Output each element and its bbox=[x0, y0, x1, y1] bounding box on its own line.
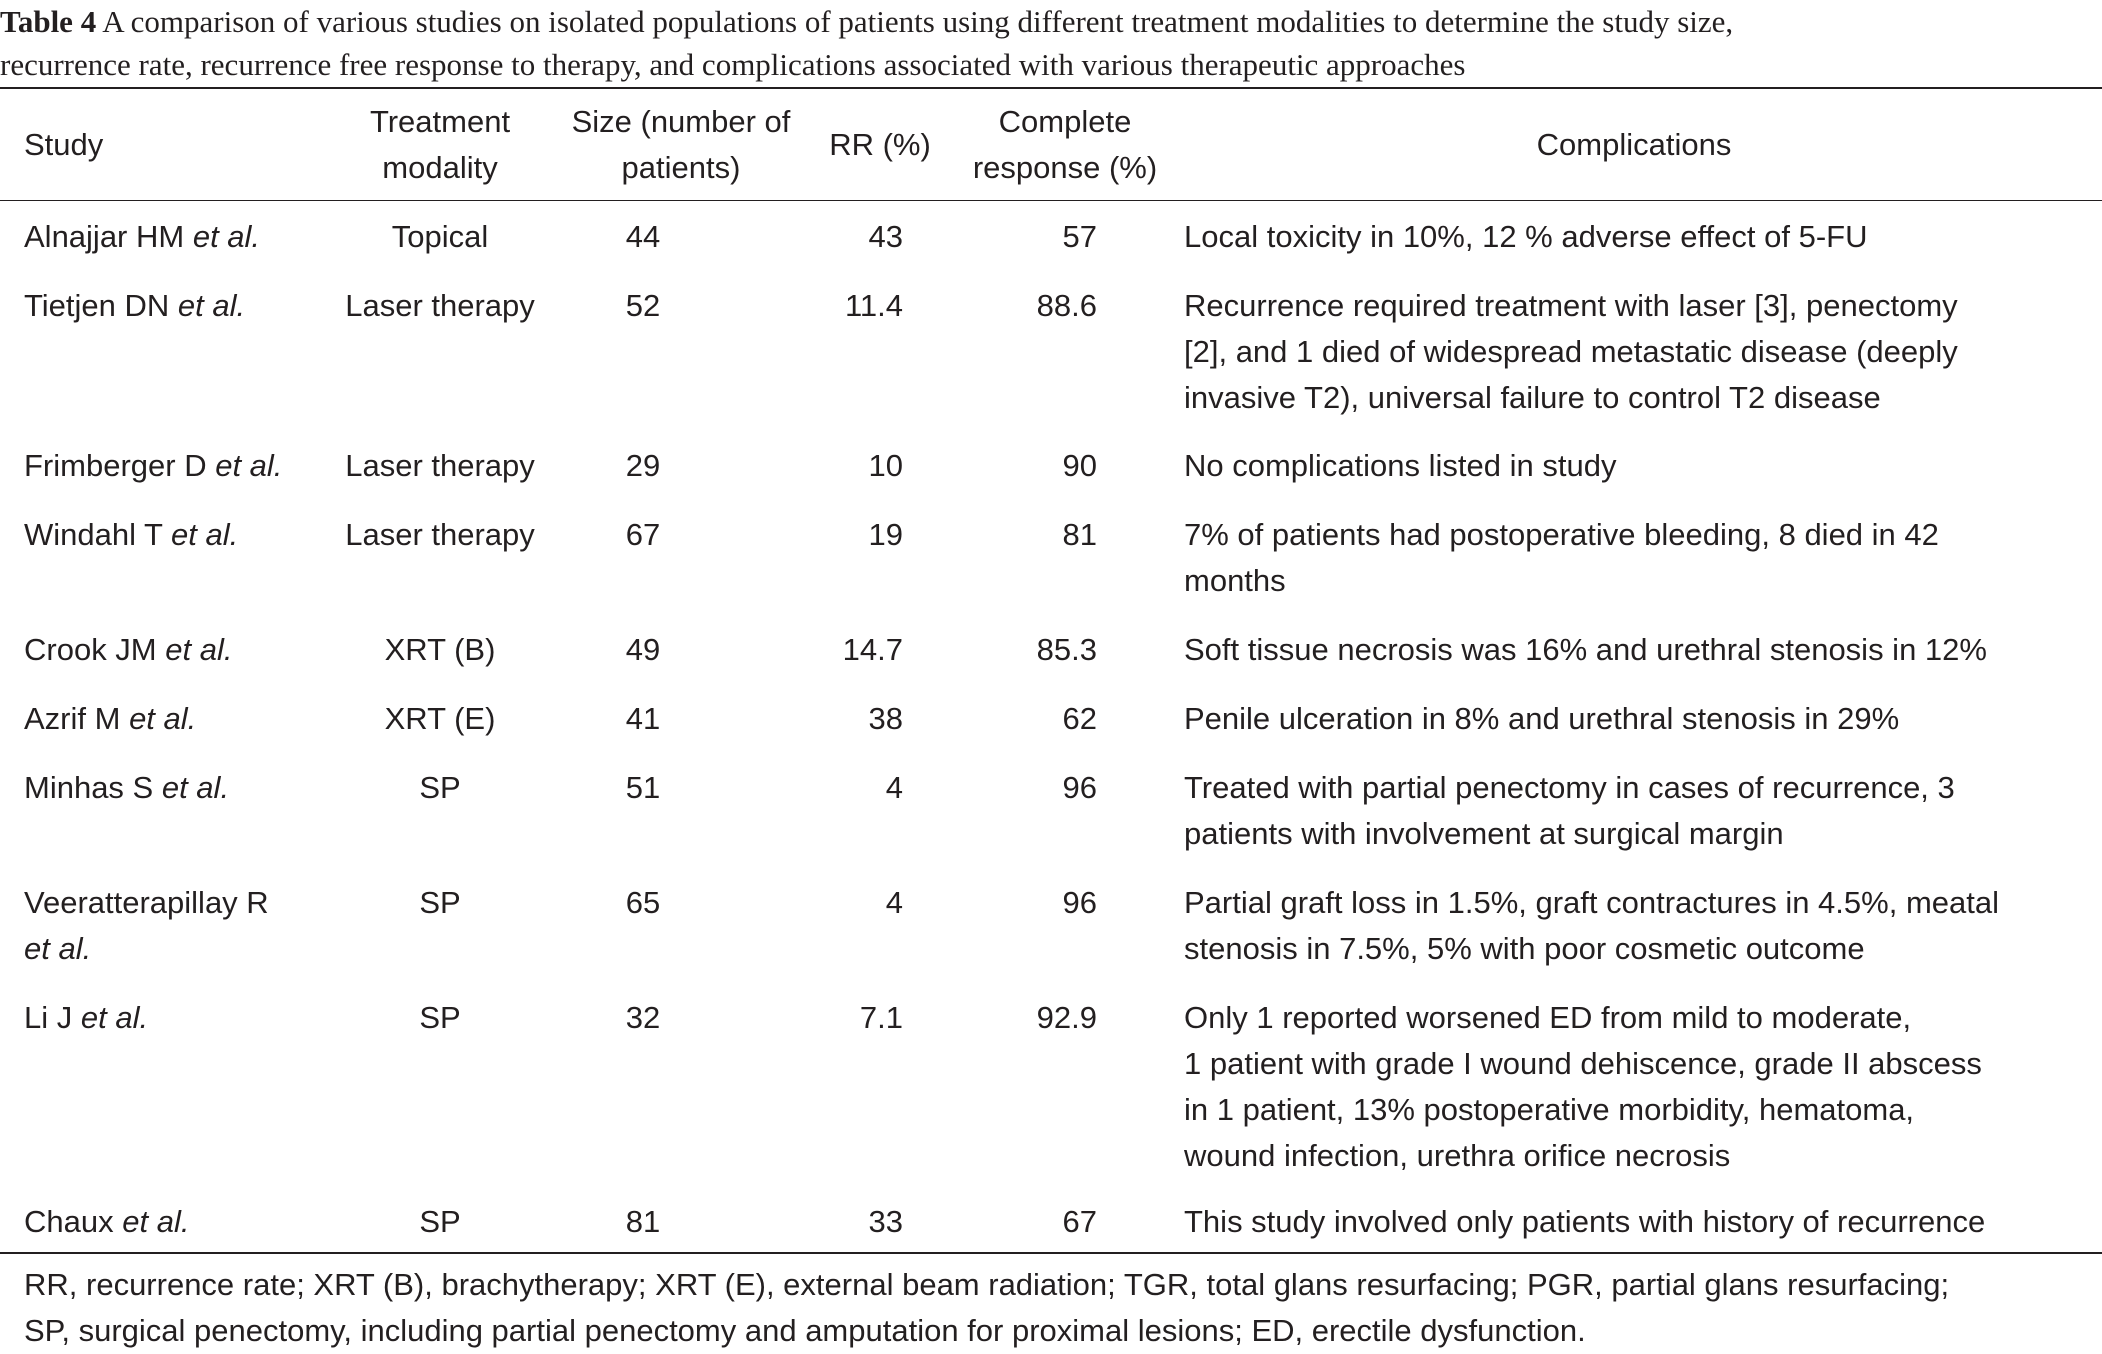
study-author: Alnajjar HM bbox=[24, 219, 193, 254]
cell-rr: 33 bbox=[868, 1204, 903, 1239]
cell-complications bbox=[1184, 765, 2084, 857]
cell-study bbox=[24, 283, 314, 329]
study-author: Chaux bbox=[24, 1204, 123, 1239]
study-author: Frimberger D bbox=[24, 448, 216, 483]
cell-size: 52 bbox=[625, 288, 661, 323]
cell-size: 32 bbox=[625, 1000, 661, 1035]
complications-line: Soft tissue necrosis was 16% and urethral stenosis in 12% bbox=[1184, 632, 1987, 667]
cell-modality: SP bbox=[419, 885, 461, 920]
header-complete-line-1: Complete bbox=[998, 104, 1132, 139]
cell-complete-response: 96 bbox=[1062, 770, 1097, 805]
cell-rr: 4 bbox=[885, 770, 903, 805]
study-author: Azrif M bbox=[24, 701, 130, 736]
complications-line: Penile ulceration in 8% and urethral stenosis in 29% bbox=[1184, 701, 1900, 736]
header-size-line-1: Size (number of bbox=[571, 104, 791, 139]
cell-study bbox=[24, 995, 314, 1041]
header-modality-line-2: modality bbox=[382, 150, 498, 185]
study-et-al: et al. bbox=[24, 931, 92, 966]
study-author: Veeratterapillay R bbox=[24, 885, 269, 920]
header-complete-response bbox=[958, 99, 1172, 191]
study-author: Windahl T bbox=[24, 517, 172, 552]
cell-size: 51 bbox=[625, 770, 661, 805]
cell-modality: SP bbox=[419, 1204, 461, 1239]
cell-size: 81 bbox=[625, 1204, 661, 1239]
caption-label: Table 4 bbox=[0, 4, 97, 39]
complications-line: stenosis in 7.5%, 5% with poor cosmetic outcome bbox=[1184, 931, 1865, 966]
table-footnote bbox=[24, 1262, 2094, 1354]
cell-complete-response: 81 bbox=[1062, 517, 1097, 552]
cell-study bbox=[24, 214, 314, 260]
cell-rr: 11.4 bbox=[844, 288, 903, 323]
cell-complete-response: 88.6 bbox=[1036, 288, 1097, 323]
complications-line: Partial graft loss in 1.5%, graft contractures in 4.5%, meatal bbox=[1184, 885, 1999, 920]
complications-line: Only 1 reported worsened ED from mild to moderate, bbox=[1184, 1000, 1912, 1035]
cell-complications bbox=[1184, 443, 2084, 489]
study-et-al: et al. bbox=[192, 219, 261, 254]
complications-line: [2], and 1 died of widespread metastatic disease (deeply bbox=[1184, 334, 1958, 369]
cell-size: 29 bbox=[625, 448, 661, 483]
complications-line: patients with involvement at surgical margin bbox=[1184, 816, 1784, 851]
study-et-al: et al. bbox=[129, 701, 197, 736]
cell-complete-response: 57 bbox=[1062, 219, 1097, 254]
study-et-al: et al. bbox=[171, 517, 239, 552]
cell-study bbox=[24, 880, 314, 972]
header-complications: Complications bbox=[1536, 127, 1732, 162]
complications-line: Local toxicity in 10%, 12 % adverse effect of 5-FU bbox=[1184, 219, 1868, 254]
caption-text-1: A comparison of various studies on isolated populations of patients using different treatment modalities to determine the study size, bbox=[96, 4, 1734, 39]
cell-modality: SP bbox=[419, 1000, 461, 1035]
complications-line: This study involved only patients with history of recurrence bbox=[1184, 1204, 1986, 1239]
complications-line: Recurrence required treatment with laser [3], penectomy bbox=[1184, 288, 1958, 323]
cell-size: 41 bbox=[625, 701, 661, 736]
cell-complications bbox=[1184, 1199, 2084, 1245]
cell-modality: XRT (B) bbox=[384, 632, 496, 667]
study-et-al: et al. bbox=[165, 632, 233, 667]
cell-size: 65 bbox=[625, 885, 661, 920]
cell-study bbox=[24, 1199, 314, 1245]
cell-modality: SP bbox=[419, 770, 461, 805]
study-author: Tietjen DN bbox=[24, 288, 178, 323]
cell-rr: 43 bbox=[868, 219, 903, 254]
cell-study bbox=[24, 765, 314, 811]
header-rr: RR (%) bbox=[829, 127, 931, 162]
cell-complete-response: 96 bbox=[1062, 885, 1097, 920]
cell-modality: XRT (E) bbox=[384, 701, 496, 736]
header-size-line-2: patients) bbox=[621, 150, 741, 185]
complications-line: Treated with partial penectomy in cases of recurrence, 3 bbox=[1184, 770, 1955, 805]
cell-complications bbox=[1184, 627, 2084, 673]
header-complete-line-2: response (%) bbox=[972, 150, 1158, 185]
cell-complete-response: 67 bbox=[1062, 1204, 1097, 1239]
cell-modality: Topical bbox=[391, 219, 489, 254]
cell-size: 67 bbox=[625, 517, 661, 552]
study-author: Li J bbox=[24, 1000, 81, 1035]
cell-complete-response: 92.9 bbox=[1036, 1000, 1097, 1035]
header-modality bbox=[330, 99, 550, 191]
cell-rr: 38 bbox=[868, 701, 903, 736]
cell-complications bbox=[1184, 995, 2084, 1179]
complications-line: 7% of patients had postoperative bleeding, 8 died in 42 bbox=[1184, 517, 1939, 552]
study-author: Minhas S bbox=[24, 770, 162, 805]
cell-modality: Laser therapy bbox=[345, 517, 535, 552]
cell-study bbox=[24, 512, 314, 558]
study-et-al: et al. bbox=[161, 770, 230, 805]
cell-rr: 7.1 bbox=[859, 1000, 903, 1035]
cell-rr: 4 bbox=[885, 885, 903, 920]
complications-line: months bbox=[1184, 563, 1286, 598]
footnote-line-1: RR, recurrence rate; XRT (B), brachytherapy; XRT (E), external beam radiation; TGR, total glans resurfacing; PGR, partial glans resurfacing; bbox=[24, 1267, 1950, 1302]
complications-line: in 1 patient, 13% postoperative morbidity, hematoma, bbox=[1184, 1092, 1915, 1127]
cell-complete-response: 62 bbox=[1062, 701, 1097, 736]
cell-study bbox=[24, 696, 314, 742]
complications-line: wound infection, urethra orifice necrosis bbox=[1184, 1138, 1731, 1173]
study-et-al: et al. bbox=[80, 1000, 149, 1035]
study-author: Crook JM bbox=[24, 632, 166, 667]
complications-line: invasive T2), universal failure to control T2 disease bbox=[1184, 380, 1881, 415]
cell-complete-response: 90 bbox=[1062, 448, 1097, 483]
caption-line-2: recurrence rate, recurrence free response to therapy, and complications associated with various therapeutic approaches bbox=[0, 47, 1466, 82]
header-size bbox=[558, 99, 804, 191]
cell-complete-response: 85.3 bbox=[1036, 632, 1097, 667]
study-et-al: et al. bbox=[177, 288, 246, 323]
header-modality-line-1: Treatment bbox=[369, 104, 511, 139]
complications-line: No complications listed in study bbox=[1184, 448, 1617, 483]
cell-modality: Laser therapy bbox=[345, 448, 535, 483]
study-et-al: et al. bbox=[215, 448, 283, 483]
footnote-line-2: SP, surgical penectomy, including partial penectomy and amputation for proximal lesions; ED, erectile dysfunction. bbox=[24, 1313, 1586, 1348]
study-et-al: et al. bbox=[122, 1204, 190, 1239]
cell-rr: 10 bbox=[868, 448, 903, 483]
cell-complications bbox=[1184, 696, 2084, 742]
cell-size: 49 bbox=[625, 632, 661, 667]
cell-study bbox=[24, 627, 314, 673]
cell-size: 44 bbox=[625, 219, 661, 254]
cell-complications bbox=[1184, 214, 2084, 260]
cell-complications bbox=[1184, 880, 2084, 972]
cell-rr: 19 bbox=[868, 517, 903, 552]
cell-complications bbox=[1184, 512, 2084, 604]
complications-line: 1 patient with grade I wound dehiscence, grade II abscess bbox=[1184, 1046, 1982, 1081]
cell-complications bbox=[1184, 283, 2084, 421]
cell-modality: Laser therapy bbox=[345, 288, 535, 323]
cell-study bbox=[24, 443, 314, 489]
header-study: Study bbox=[24, 127, 104, 162]
cell-rr: 14.7 bbox=[842, 632, 903, 667]
